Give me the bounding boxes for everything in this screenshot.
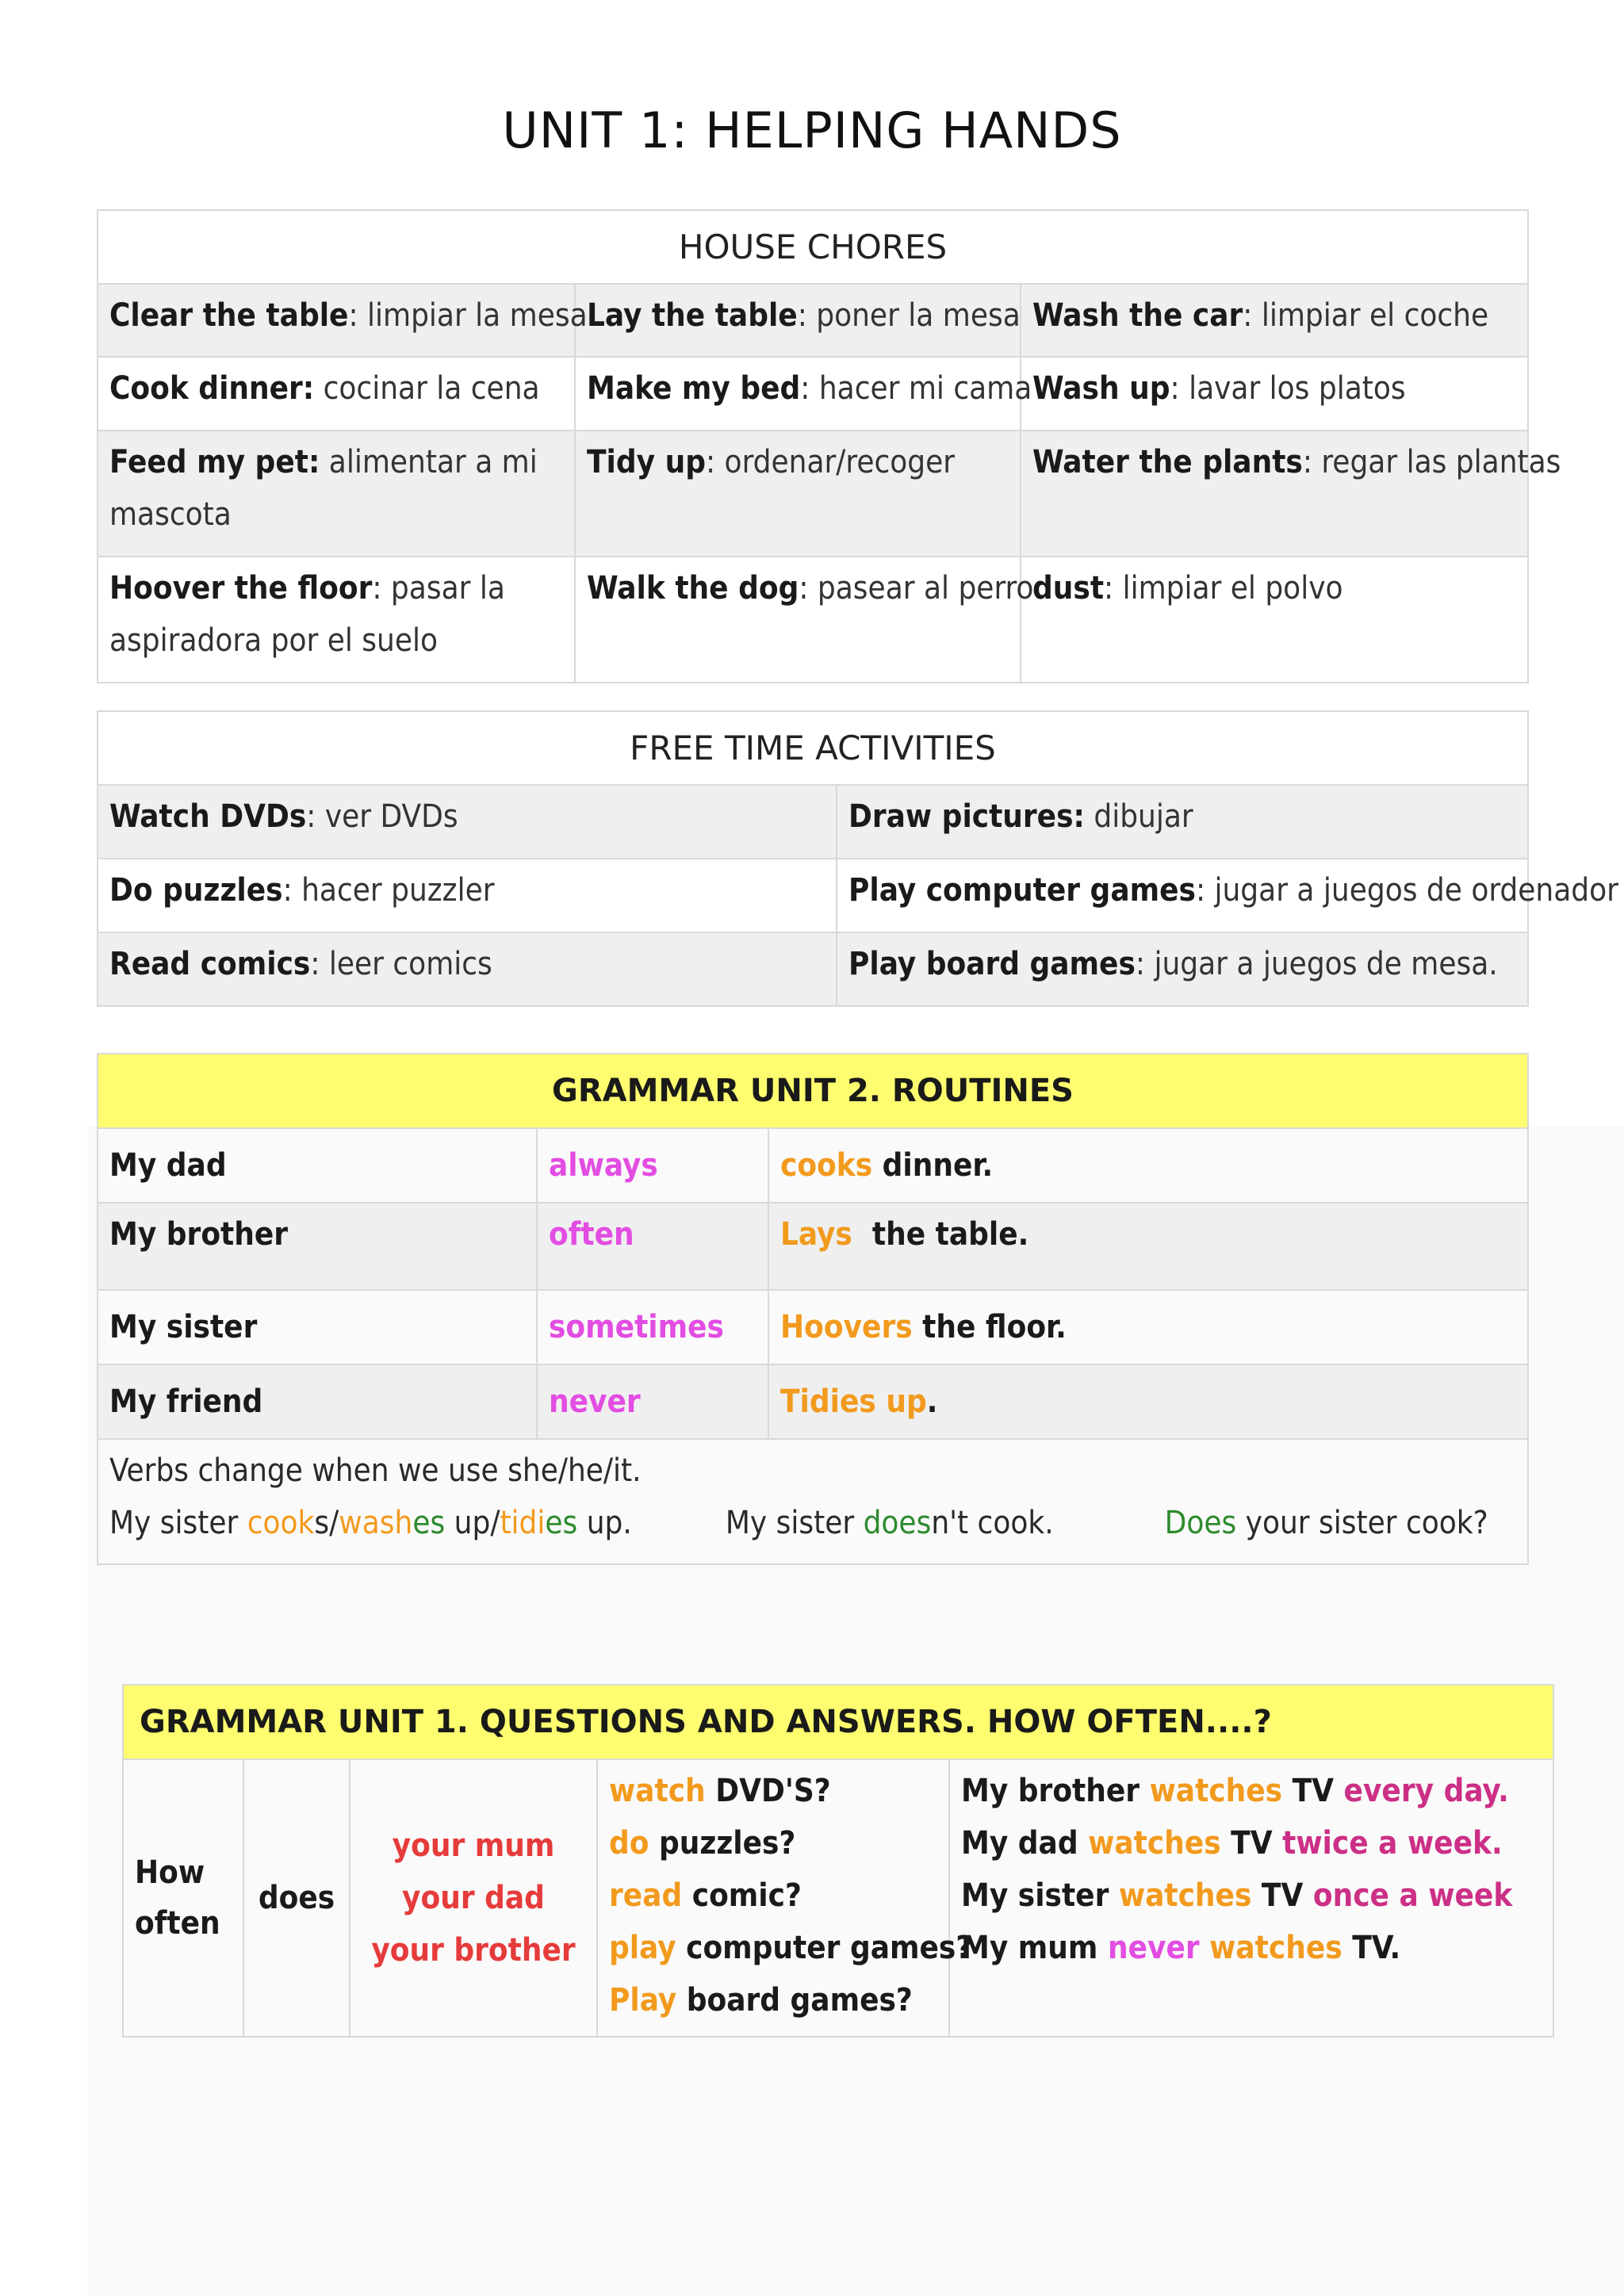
chore-cell: Hoover the floor: pasar la aspiradora por el suelo: [98, 557, 575, 683]
chore-cell: Wash the car: limpiar el coche: [1021, 284, 1528, 357]
routines-table: [97, 1053, 1529, 1565]
routine-predicate: Lays the table.: [768, 1203, 1528, 1290]
subject-item: your dad: [402, 1880, 545, 1916]
activity-question: read comic?: [609, 1877, 802, 1914]
routines-heading: GRAMMAR UNIT 2. ROUTINES: [98, 1054, 1528, 1128]
example-question: Does your sister cook?: [1164, 1505, 1488, 1541]
subject-item: your mum: [392, 1827, 555, 1864]
answers-cell: [949, 1759, 1553, 2037]
chore-cell: Make my bed: hacer mi cama: [575, 357, 1021, 430]
activity-cell: Do puzzles: hacer puzzler: [98, 859, 837, 932]
example-affirmative: My sister cooks/washes up/tidies up.: [109, 1505, 632, 1541]
answer-line: My sister watches TV once a week: [961, 1877, 1513, 1914]
frequency-adverb: never: [537, 1364, 768, 1439]
routine-predicate: cooks dinner.: [768, 1128, 1528, 1203]
subject-item: your brother: [371, 1932, 576, 1969]
activity-question: play computer games?: [609, 1930, 973, 1966]
chore-cell: Tidy up: ordenar/recoger: [575, 430, 1021, 557]
chore-cell: dust: limpiar el polvo: [1021, 557, 1528, 683]
activity-cell: Play computer games: jugar a juegos de ordenador: [837, 859, 1528, 932]
activities-cell: [597, 1759, 973, 2037]
routine-predicate: Tidies up.: [768, 1364, 1528, 1439]
answer-line: My brother watches TV every day.: [961, 1773, 1509, 1809]
frequency-adverb: sometimes: [537, 1290, 768, 1364]
chore-cell: Feed my pet: alimentar a mi mascota: [98, 430, 575, 557]
activity-question: watch DVD'S?: [609, 1773, 831, 1809]
routine-predicate: Hoovers the floor.: [768, 1290, 1528, 1364]
frequency-adverb: often: [537, 1203, 768, 1290]
answer-line: My dad watches TV twice a week.: [961, 1825, 1503, 1862]
questions-table: [122, 1684, 1554, 2038]
free-time-heading: FREE TIME ACTIVITIES: [98, 711, 1528, 785]
activity-question: Play board games?: [609, 1982, 913, 2019]
answer-line: My mum never watches TV.: [961, 1930, 1401, 1966]
routine-subject: My sister: [98, 1290, 537, 1364]
activity-cell: Read comics: leer comics: [98, 932, 837, 1006]
routine-subject: My brother: [98, 1203, 537, 1290]
activity-cell: Play board games: jugar a juegos de mesa.: [837, 932, 1528, 1006]
activity-cell: Watch DVDs: ver DVDs: [98, 785, 837, 859]
activity-cell: Draw pictures: dibujar: [837, 785, 1528, 859]
routine-subject: My dad: [98, 1128, 537, 1203]
how-often-cell: How often: [123, 1759, 243, 2037]
subjects-cell: [350, 1759, 597, 2037]
chore-cell: Walk the dog: pasear al perro: [575, 557, 1021, 683]
activity-question: do puzzles?: [609, 1825, 796, 1862]
chore-cell: Water the plants: regar las plantas: [1021, 430, 1528, 557]
frequency-adverb: always: [537, 1128, 768, 1203]
note-examples: [109, 1497, 1516, 1549]
free-time-table: [97, 710, 1618, 1007]
note-rule: Verbs change when we use she/he/it.: [109, 1452, 642, 1489]
chore-cell: Wash up: lavar los platos: [1021, 357, 1528, 430]
chore-cell: Cook dinner: cocinar la cena: [98, 357, 575, 430]
auxiliary-does: does: [243, 1759, 350, 2037]
questions-heading: GRAMMAR UNIT 1. QUESTIONS AND ANSWERS. HOW OFTEN....?: [123, 1685, 1553, 1759]
chore-cell: Clear the table: limpiar la mesa: [98, 284, 575, 357]
chore-cell: Lay the table: poner la mesa: [575, 284, 1021, 357]
grammar-note: [98, 1439, 1528, 1564]
house-chores-heading: HOUSE CHORES: [98, 210, 1528, 284]
example-negative: My sister doesn't cook.: [725, 1505, 1054, 1541]
routine-subject: My friend: [98, 1364, 537, 1439]
page-title: UNIT 1: HELPING HANDS: [502, 101, 1122, 159]
house-chores-table: [97, 209, 1561, 683]
